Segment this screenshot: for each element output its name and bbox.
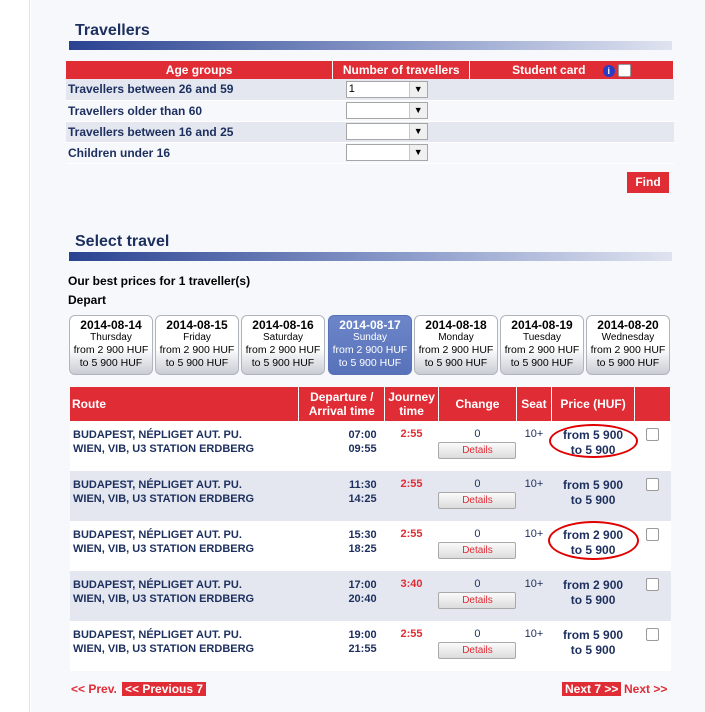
prev-link[interactable]: << Prev. (71, 682, 117, 696)
best-prices-label: Our best prices for 1 traveller(s) (68, 274, 251, 288)
details-button[interactable]: Details (438, 442, 516, 459)
traveller-row-label: Travellers between 16 and 25 (66, 121, 333, 142)
day-tab[interactable]: 2014-08-19 Tuesday from 2 900 HUF to 5 900 HUF (500, 315, 584, 375)
traveller-count-select[interactable] (346, 102, 428, 119)
table-row[interactable]: BUDAPEST, NÉPLIGET AUT. PU. WIEN, VIB, U3 STATION ERDBERG 17:00 20:40 3:40 0 Details 10+ from 2 900 to 5 900 (70, 571, 671, 621)
day-tab[interactable]: 2014-08-16 Saturday from 2 900 HUF to 5 900 HUF (241, 315, 325, 375)
select-checkbox[interactable] (646, 478, 659, 491)
select-checkbox[interactable] (646, 628, 659, 641)
traveller-count-select[interactable]: 1 ▼ (346, 81, 428, 98)
number-header: Number of travellers (333, 61, 470, 79)
seat-header: Seat (516, 387, 551, 421)
change-header: Change (438, 387, 516, 421)
select-checkbox[interactable] (646, 578, 659, 591)
select-checkbox[interactable] (646, 528, 659, 541)
day-tab[interactable]: 2014-08-18 Monday from 2 900 HUF to 5 900 HUF (414, 315, 498, 375)
next-7-link[interactable]: Next 7 >> (562, 682, 621, 696)
student-card-checkbox[interactable] (618, 64, 631, 77)
previous-7-link[interactable]: << Previous 7 (122, 682, 206, 696)
age-groups-header: Age groups (66, 61, 333, 79)
chevron-down-icon: ▼ (409, 145, 427, 160)
info-icon[interactable]: i (603, 65, 615, 77)
student-card-label: Student card (512, 62, 586, 77)
select-travel-title-bar (69, 252, 672, 261)
travellers-table (66, 61, 674, 164)
price-highlight-circle (549, 424, 638, 458)
details-button[interactable]: Details (438, 492, 516, 509)
traveller-row-label: Travellers between 26 and 59 (66, 79, 333, 100)
next-link[interactable]: Next >> (624, 682, 668, 696)
details-button[interactable]: Details (438, 642, 516, 659)
table-row[interactable]: BUDAPEST, NÉPLIGET AUT. PU. WIEN, VIB, U3 STATION ERDBERG 07:00 09:55 2:55 0 Details 10+ from 5 900 to 5 900 (70, 421, 671, 471)
travellers-title: Travellers (75, 22, 150, 39)
left-margin (0, 0, 30, 712)
traveller-row-label: Children under 16 (66, 142, 333, 163)
day-tab[interactable]: 2014-08-15 Friday from 2 900 HUF to 5 900 HUF (155, 315, 239, 375)
traveller-count-select[interactable] (346, 123, 428, 140)
details-button[interactable]: Details (438, 542, 516, 559)
student-card-header (470, 61, 674, 79)
traveller-row-label: Travellers older than 60 (66, 100, 333, 121)
day-tab[interactable]: 2014-08-20 Wednesday from 2 900 HUF to 5 900 HUF (586, 315, 670, 375)
price-highlight-circle (548, 521, 639, 560)
table-row[interactable]: BUDAPEST, NÉPLIGET AUT. PU. WIEN, VIB, U3 STATION ERDBERG 15:30 18:25 2:55 0 Details 10+ from 2 900 to 5 900 (70, 521, 671, 571)
journey-header: Journey time (385, 387, 439, 421)
select-checkbox[interactable] (646, 428, 659, 441)
details-button[interactable]: Details (438, 592, 516, 609)
table-row[interactable]: BUDAPEST, NÉPLIGET AUT. PU. WIEN, VIB, U3 STATION ERDBERG 19:00 21:55 2:55 0 Details 10+ from 5 900 to 5 900 (70, 621, 671, 671)
day-tab-selected[interactable]: 2014-08-17 Sunday from 2 900 HUF to 5 900 HUF (328, 315, 412, 375)
table-row[interactable]: BUDAPEST, NÉPLIGET AUT. PU. WIEN, VIB, U3 STATION ERDBERG 11:30 14:25 2:55 0 Details 10+ from 5 900 to 5 900 (70, 471, 671, 521)
select-travel-title: Select travel (75, 233, 170, 250)
price-header: Price (HUF) (551, 387, 634, 421)
select-header (635, 387, 671, 421)
depart-label: Depart (68, 293, 107, 307)
find-button[interactable]: Find (627, 172, 669, 193)
chevron-down-icon: ▼ (409, 103, 427, 118)
route-header: Route (70, 387, 299, 421)
chevron-down-icon: ▼ (409, 82, 427, 97)
day-tab[interactable]: 2014-08-14 Thursday from 2 900 HUF to 5 900 HUF (69, 315, 153, 375)
travellers-title-bar (69, 41, 672, 50)
chevron-down-icon: ▼ (409, 124, 427, 139)
departure-header: Departure / Arrival time (299, 387, 385, 421)
traveller-count-select[interactable] (346, 144, 428, 161)
